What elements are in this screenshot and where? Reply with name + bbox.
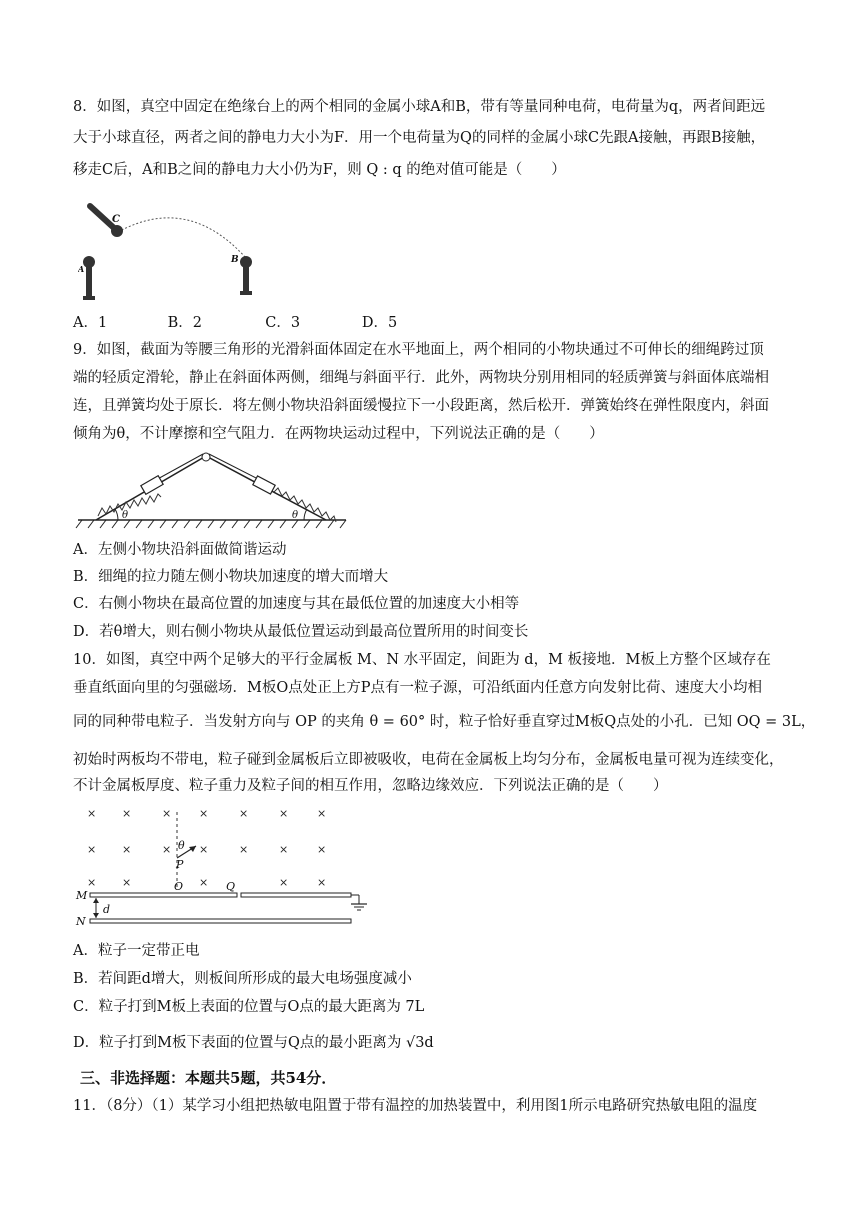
q8-label-a: A <box>78 264 85 274</box>
q10-line-3: 同的同种带电粒子．当发射方向与 OP 的夹角 θ = 60° 时，粒子恰好垂直穿过M板Q点处的小孔．已知 OQ = 3L， <box>73 714 816 730</box>
q8-figure-charged-spheres <box>78 200 278 308</box>
svg-text:×: × <box>279 876 289 889</box>
q10-option-a[interactable]: A．粒子一定带正电 <box>73 943 200 959</box>
svg-text:×: × <box>87 876 97 889</box>
q9-line-1: 9．如图，截面为等腰三角形的光滑斜面体固定在水平地面上，两个相同的小物块通过不可伸长的细绳跨过顶 <box>73 342 764 358</box>
q10-line-2: 垂直纸面向里的匀强磁场．M板O点处正上方P点有一粒子源，可沿纸面内任意方向发射比荷、速度大小均相 <box>73 680 762 696</box>
q9-line-2: 端的轻质定滑轮，静止在斜面体两侧，细绳与斜面平行．此外，两物块分别用相同的轻质弹簧与斜面体底端相 <box>73 370 769 386</box>
svg-text:×: × <box>199 876 209 889</box>
q10-label-theta: θ <box>178 839 185 852</box>
q11-line-1: 11．（8分）（1）某学习小组把热敏电阻置于带有温控的加热装置中，利用图1所示电路研究热敏电阻的温度 <box>73 1098 758 1114</box>
q10-label-m: M <box>76 889 88 902</box>
q10-option-b[interactable]: B．若间距d增大，则板间所形成的最大电场强度减小 <box>73 971 412 987</box>
q9-spring-right <box>274 488 336 522</box>
q10-label-p: P <box>176 858 184 871</box>
q10-plate-n <box>90 919 351 923</box>
q10-option-d[interactable]: D．粒子打到M板下表面的位置与Q点的最小距离为 √3d <box>73 1035 434 1051</box>
q8-label-c: C <box>112 214 120 225</box>
svg-text:×: × <box>122 876 132 889</box>
q9-option-a[interactable]: A．左侧小物块沿斜面做简谐运动 <box>73 542 287 558</box>
q10-label-o: O <box>174 880 184 893</box>
q8-line-1: 8．如图，真空中固定在绝缘台上的两个相同的金属小球A和B，带有等量同种电荷，电荷量为q，两者间距远 <box>73 99 766 115</box>
q10-label-n: N <box>76 915 86 928</box>
q9-block-right <box>253 476 275 494</box>
q10-figure-plates-field <box>74 802 374 928</box>
q9-option-b[interactable]: B．细绳的拉力随左侧小物块加速度的增大而增大 <box>73 569 389 585</box>
svg-text:×: × <box>162 843 172 856</box>
q9-line-3: 连，且弹簧均处于原长．将左侧小物块沿斜面缓慢拉下一小段距离，然后松开．弹簧始终在弹性限度内，斜面 <box>73 398 769 414</box>
q8-option-a[interactable]: A．1 <box>73 315 108 331</box>
q9-block-left <box>141 476 163 495</box>
q9-line-4: 倾角为θ，不计摩擦和空气阻力．在两物块运动过程中，下列说法正确的是（ ） <box>73 426 604 442</box>
svg-text:×: × <box>122 843 132 856</box>
svg-text:×: × <box>87 843 97 856</box>
q8-stand-a <box>86 266 92 296</box>
q9-figure-incline-springs <box>74 450 350 532</box>
q9-pulley <box>202 453 210 461</box>
svg-text:×: × <box>87 807 97 820</box>
q8-option-c[interactable]: C．3 <box>265 315 301 331</box>
q10-label-q: Q <box>226 880 236 893</box>
q10-label-d: d <box>103 903 111 916</box>
q8-label-b: B <box>231 255 239 265</box>
svg-text:×: × <box>199 843 209 856</box>
svg-text:×: × <box>279 843 289 856</box>
svg-text:×: × <box>279 807 289 820</box>
svg-text:×: × <box>239 843 249 856</box>
q8-option-d[interactable]: D．5 <box>361 315 398 331</box>
q9-string-right <box>209 454 262 481</box>
svg-text:×: × <box>317 876 327 889</box>
q9-string-left <box>154 454 203 481</box>
q8-stand-b <box>243 266 249 292</box>
q10-option-c[interactable]: C．粒子打到M板上表面的位置与O点的最大距离为 7L <box>73 999 425 1015</box>
q9-option-c[interactable]: C．右侧小物块在最高位置的加速度与其在最低位置的加速度大小相等 <box>73 596 520 612</box>
q10-plate-m-left <box>90 893 237 897</box>
q8-line-3: 移走C后，A和B之间的静电力大小仍为F，则 Q : q 的绝对值可能是（ ） <box>73 162 566 178</box>
svg-text:×: × <box>162 807 172 820</box>
q9-option-d[interactable]: D．若θ增大，则右侧小物块从最低位置运动到最高位置所用的时间变长 <box>73 624 529 640</box>
svg-text:×: × <box>317 843 327 856</box>
q8-handle-c <box>90 206 114 228</box>
q8-trajectory-arc <box>118 218 246 258</box>
q10-magnetic-field-crosses <box>87 807 326 889</box>
q9-theta-right: θ <box>292 510 299 521</box>
q10-line-4: 初始时两板均不带电，粒子碰到金属板后立即被吸收，电荷在金属板上均匀分布，金属板电量可视为连续变化， <box>73 752 784 768</box>
svg-text:×: × <box>239 807 249 820</box>
q10-plate-m-right <box>241 893 351 897</box>
q8-line-2: 大于小球直径，两者之间的静电力大小为F．用一个电荷量为Q的同样的金属小球C先跟A接触，再跟B接触， <box>73 130 766 146</box>
svg-text:×: × <box>122 807 132 820</box>
section-3-heading: 三、非选择题：本题共5题，共54分． <box>80 1069 337 1087</box>
q8-option-b[interactable]: B．2 <box>167 315 202 331</box>
svg-text:×: × <box>317 807 327 820</box>
q10-line-5: 不计金属板厚度、粒子重力及粒子间的相互作用，忽略边缘效应．下列说法正确的是（ ） <box>73 778 668 794</box>
q10-line-1: 10．如图，真空中两个足够大的平行金属板 M、N 水平固定，间距为 d，M 板接地．M板上方整个区域存在 <box>73 652 771 668</box>
q8-sphere-c <box>111 225 123 237</box>
q8-options <box>73 313 397 333</box>
q9-theta-left: θ <box>122 510 129 521</box>
svg-text:×: × <box>199 807 209 820</box>
